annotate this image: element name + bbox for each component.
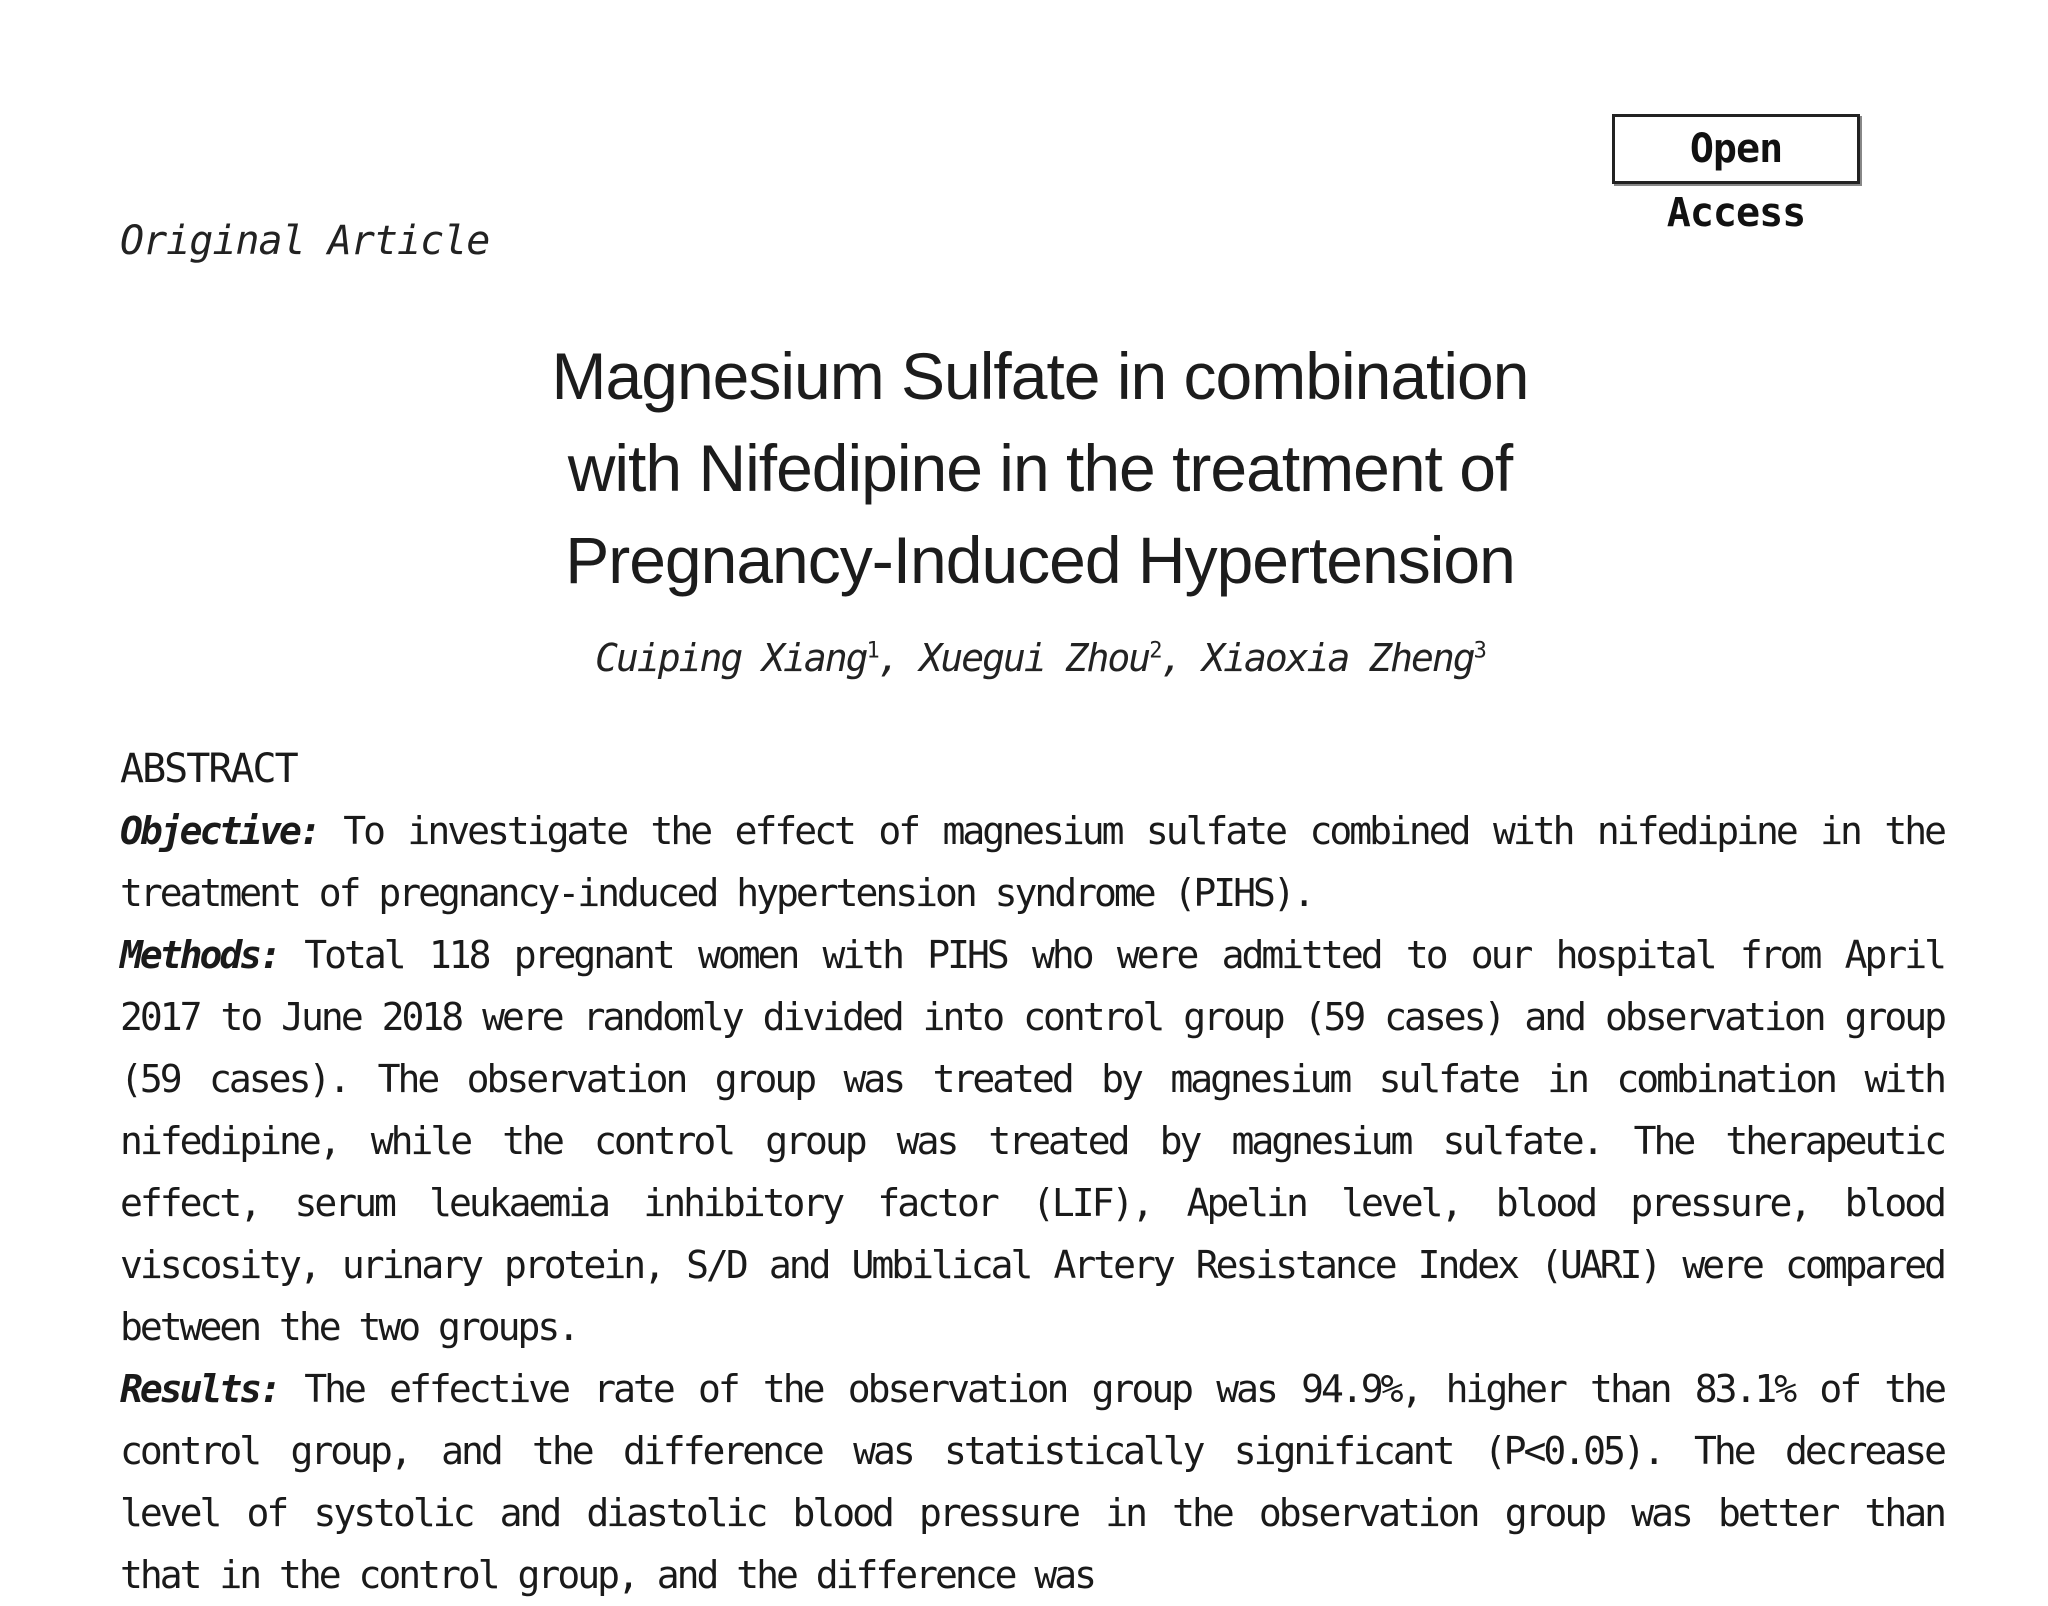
methods-label: Methods: [120,933,280,977]
abstract-section [120,738,1944,1606]
objective-text: To investigate the effect of magnesium sulfate combined with nifedipine in the treatment of pregnancy-induced hypertension syndrome (PIHS). [120,809,1944,915]
abstract-methods [120,924,1944,1358]
article-title [520,330,1560,606]
author-name: Xuegui Zhou [919,636,1150,680]
abstract-objective [120,800,1944,924]
author-affiliation-mark: 2 [1149,638,1161,664]
open-access-badge: Open Access [1612,114,1860,184]
author-name: Xiaoxia Zheng [1202,636,1474,680]
methods-text: Total 118 pregnant women with PIHS who were admitted to our hospital from April 2017 to June 2018 were randomly divided into control group (59 cases) and observation group (59 cases). The observation group was treated by magnesium sulfate in combination with nifedipine, while the control group was treated by magnesium sulfate. The therapeutic effect, serum leukaemia inhibitory factor (LIF), Apelin level, blood pressure, blood viscosity, urinary protein, S/D and Umbilical Artery Resistance Index (UARI) were compared between the two groups. [120,933,1944,1349]
author-list [520,636,1560,680]
abstract-heading: ABSTRACT [120,746,297,792]
article-type-label: Original Article [120,218,490,264]
title-line: with Nifedipine in the treatment of [567,431,1513,505]
abstract-results [120,1358,1944,1606]
author-separator: , [1160,636,1203,680]
results-label: Results: [120,1367,280,1411]
author-affiliation-mark: 3 [1473,638,1485,664]
author-name: Cuiping Xiang [595,636,867,680]
objective-label: Objective: [120,809,319,853]
results-text: The effective rate of the observation group was 94.9%, higher than 83.1% of the control group, and the difference was statistically significant (P<0.05). The decrease level of systolic and diastolic blood pressure in the observation group was better than that in the control group, and the difference was [120,1367,1944,1597]
author-affiliation-mark: 1 [866,638,878,664]
title-line: Pregnancy-Induced Hypertension [565,523,1515,597]
title-line: Magnesium Sulfate in combination [551,339,1529,413]
author-separator: , [877,636,920,680]
